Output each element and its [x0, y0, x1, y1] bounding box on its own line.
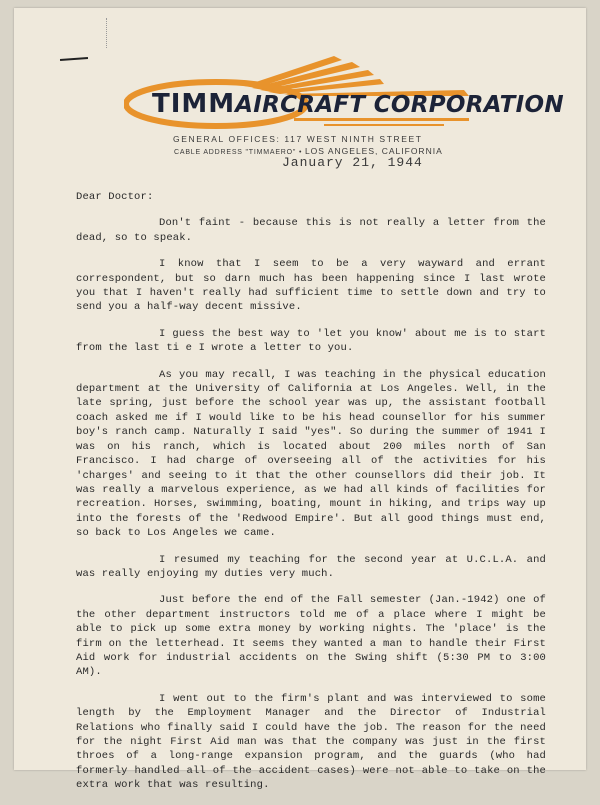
letterhead [124, 52, 564, 156]
cable-address: CABLE ADDRESS "TIMMAERO" [174, 149, 297, 156]
salutation: Dear Doctor: [76, 191, 154, 203]
letter-page [14, 8, 586, 792]
letter-date: January 21, 1944 [282, 155, 423, 170]
pen-mark [60, 57, 88, 61]
paragraph: I guess the best way to 'let you know' about me is to start from the last ti e I wrote a letter to you. [76, 327, 546, 355]
city: LOS ANGELES, CALIFORNIA [304, 146, 443, 156]
company-name-rest: AIRCRAFT CORPORATION [235, 92, 564, 118]
office-address: GENERAL OFFICES: 117 WEST NINTH STREET [173, 134, 423, 144]
paper-crease [106, 18, 109, 48]
paragraph: I resumed my teaching for the second year at U.C.L.A. and was really enjoying my duties very much. [76, 553, 546, 580]
company-name [152, 89, 564, 119]
letter-body [76, 190, 546, 805]
paragraph: I know that I seem to be a very wayward and errant correspondent, but so darn much has been happening since I last wrote you that I haven't really had sufficient time to settle down and try to send you a half-way decent missive. [76, 258, 546, 314]
paragraph: I went out to the firm's plant and was interviewed to some length by the Employment Manager and the Director of Industrial Relations who finally said I could have the job. The reason for the need for the night First Aid man was that the company was just in the first throes of a long-range expansion program, and the guards (who had formerly handled all of the accident cases) were not able to take on the extra work that was resulting. [76, 692, 546, 792]
paragraph: Don't faint - because this is not really a letter from the dead, so to speak. [76, 217, 546, 244]
bullet-separator: • [298, 149, 305, 156]
paragraph: Just before the end of the Fall semester (Jan.-1942) one of the other department instructors told me of a place where I might be able to pick up some extra money by working nights. The 'place' is the firm on the letterhead. It seems they wanted a man to handle their First Aid work for industrial accidents on the Swing shift (5:30 PM to 3:00 AM). [76, 594, 546, 679]
company-mark: TIMM [152, 89, 236, 119]
paragraph: As you may recall, I was teaching in the physical education department at the University of California at Los Angeles. Well, in the late spring, just before the school year was up, the assistant football coach asked me if I would like to be his head counsellor for his summer boy's ranch camp. Naturally I said "yes". So during the summer of 1941 I was on his ranch, which is located about 200 miles north of San Francisco. I had charge of overseeing all of the activities for his 'charges' and seeing to it that the other counsellors did their job. It was really a marvelous experience, as we had all kinds of facilities for recreation. Horses, swimming, boating, mount in hiking, and trips way up into the forests of the 'Redwood Empire'. But all good things must end, so back to Los Angeles we came. [76, 368, 546, 540]
